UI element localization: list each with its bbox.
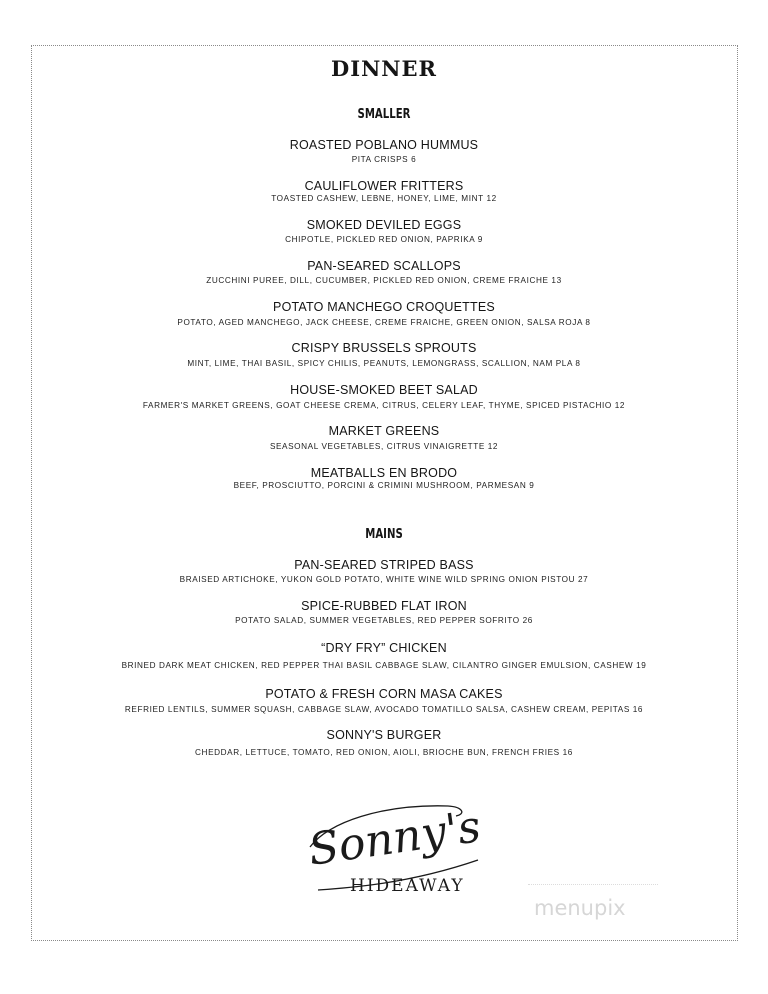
menu-item-description: BEEF, PROSCIUTTO, PORCINI & CRIMINI MUSHROOM, PARMESAN 9 — [233, 481, 535, 490]
menu-item-name: ROASTED POBLANO HUMMUS — [289, 138, 479, 152]
page-title: DINNER — [331, 56, 437, 81]
menu-item-description: PITA CRISPS 6 — [351, 155, 417, 164]
menu-item-description: BRINED DARK MEAT CHICKEN, RED PEPPER THAI BASIL CABBAGE SLAW, CILANTRO GINGER EMULSION, CASHEW 19 — [121, 661, 647, 670]
menu-item-name: PAN-SEARED STRIPED BASS — [294, 558, 474, 572]
menu-item-name: SONNY'S BURGER — [326, 728, 442, 742]
logo-script-text: Sonny's — [305, 801, 484, 876]
section-title-mains: MAINS — [365, 527, 403, 542]
menu-item-description: ZUCCHINI PUREE, DILL, CUCUMBER, PICKLED RED ONION, CREME FRAICHE 13 — [206, 276, 562, 285]
menu-item-description: SEASONAL VEGETABLES, CITRUS VINAIGRETTE 12 — [269, 442, 499, 451]
menu-item-description: BRAISED ARTICHOKE, YUKON GOLD POTATO, WHITE WINE WILD SPRING ONION PISTOU 27 — [179, 575, 589, 584]
menu-item-name: MARKET GREENS — [328, 424, 440, 438]
menu-item-name: PAN-SEARED SCALLOPS — [307, 259, 461, 273]
menu-item-name: SMOKED DEVILED EGGS — [306, 218, 462, 232]
menu-item-name: POTATO & FRESH CORN MASA CAKES — [265, 687, 503, 701]
menu-item-description: TOASTED CASHEW, LEBNE, HONEY, LIME, MINT 12 — [271, 194, 497, 203]
menu-item-description: FARMER'S MARKET GREENS, GOAT CHEESE CREMA, CITRUS, CELERY LEAF, THYME, SPICED PISTACHIO 12 — [142, 401, 626, 410]
menu-item-name: MEATBALLS EN BRODO — [310, 466, 458, 480]
watermark-divider — [528, 884, 658, 890]
section-title-smaller: SMALLER — [357, 107, 411, 122]
logo-subtitle: HIDEAWAY — [350, 876, 465, 896]
menu-item-description: POTATO SALAD, SUMMER VEGETABLES, RED PEPPER SOFRITO 26 — [235, 616, 533, 625]
menu-item-name: SPICE-RUBBED FLAT IRON — [301, 599, 467, 613]
menu-item-name: CAULIFLOWER FRITTERS — [304, 179, 464, 193]
menu-item-description: REFRIED LENTILS, SUMMER SQUASH, CABBAGE SLAW, AVOCADO TOMATILLO SALSA, CASHEW CREAM, PEPITAS 16 — [124, 705, 644, 714]
menu-item-description: MINT, LIME, THAI BASIL, SPICY CHILIS, PEANUTS, LEMONGRASS, SCALLION, NAM PLA 8 — [187, 359, 581, 368]
menu-item-description: CHEDDAR, LETTUCE, TOMATO, RED ONION, AIOLI, BRIOCHE BUN, FRENCH FRIES 16 — [195, 748, 573, 757]
menu-item-name: HOUSE-SMOKED BEET SALAD — [290, 383, 478, 397]
menupix-watermark: menupix — [534, 896, 626, 920]
menu-item-name: CRISPY BRUSSELS SPROUTS — [291, 341, 477, 355]
menu-item-name: “DRY FRY” CHICKEN — [321, 641, 447, 655]
menu-item-name: POTATO MANCHEGO CROQUETTES — [273, 300, 495, 314]
menu-item-description: POTATO, AGED MANCHEGO, JACK CHEESE, CREME FRAICHE, GREEN ONION, SALSA ROJA 8 — [177, 318, 591, 327]
menu-item-description: CHIPOTLE, PICKLED RED ONION, PAPRIKA 9 — [285, 235, 483, 244]
